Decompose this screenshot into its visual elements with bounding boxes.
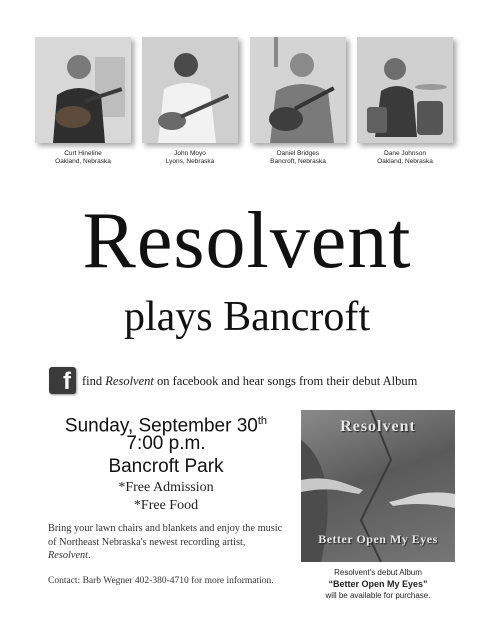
member-name: Curt Hineline [64, 150, 102, 157]
album-caption-line1: Resolvent's debut Album [334, 568, 422, 577]
member-photo-guitarist [35, 37, 131, 143]
facebook-icon [49, 367, 76, 394]
member-name: Daniel Bridges [276, 150, 320, 157]
member-caption-2 [135, 150, 245, 166]
member-photo-drummer [357, 37, 453, 143]
member-caption-4 [350, 150, 460, 166]
member-caption-3 [243, 150, 353, 166]
member-photo-bassist [142, 37, 238, 143]
facebook-suffix: on facebook and hear songs from their debut Album [153, 374, 418, 388]
member-photo-acoustic-guitarist [250, 37, 346, 143]
event-date-text: Sunday, September 30 [64, 415, 258, 437]
event-date-suffix: th [257, 415, 268, 427]
contact-info: Contact: Barb Wegner 402-380-4710 for more information. [48, 576, 274, 586]
album-cover-title: Resolvent [340, 418, 416, 435]
headline-band-name: Resolvent [82, 197, 412, 285]
event-time: 7:00 p.m. [126, 433, 206, 454]
invite-text: Bring your lawn chairs and blankets and enjoy the music of Northeast Nebraska's newest recording artist, [48, 523, 283, 548]
facebook-icon-letter: f [63, 368, 71, 395]
member-hometown: Bancroft, Nebraska [270, 158, 326, 165]
facebook-prefix: find [82, 374, 106, 388]
acoustic-guitarist-photo-image [250, 37, 346, 143]
album-cover [301, 410, 455, 562]
perk-free-admission: *Free Admission [118, 480, 214, 495]
invite-band-name: Resolvent [48, 550, 89, 561]
album-caption-line3: will be available for purchase. [325, 591, 431, 600]
headline-subtitle: plays Bancroft [123, 294, 371, 340]
member-caption-1 [28, 150, 138, 166]
facebook-promo-text [82, 374, 417, 389]
album-cover-subtitle: Better Open My Eyes [318, 532, 438, 546]
member-hometown: Lyons, Nebraska [165, 158, 215, 165]
invite-end: . [88, 550, 91, 561]
member-hometown: Oakland, Nebraska [377, 158, 433, 165]
member-name: John Moyo [174, 150, 206, 157]
facebook-band-name: Resolvent [105, 374, 154, 388]
album-caption-title: “Better Open My Eyes” [328, 579, 428, 589]
guitarist-photo-image [35, 37, 131, 143]
member-hometown: Oakland, Nebraska [55, 158, 111, 165]
bassist-photo-image [142, 37, 238, 143]
member-name: Dane Johnson [384, 150, 426, 157]
event-place: Bancroft Park [108, 456, 224, 477]
perk-free-food: *Free Food [133, 498, 199, 513]
invite-paragraph [48, 522, 288, 563]
drummer-photo-image [357, 37, 453, 143]
